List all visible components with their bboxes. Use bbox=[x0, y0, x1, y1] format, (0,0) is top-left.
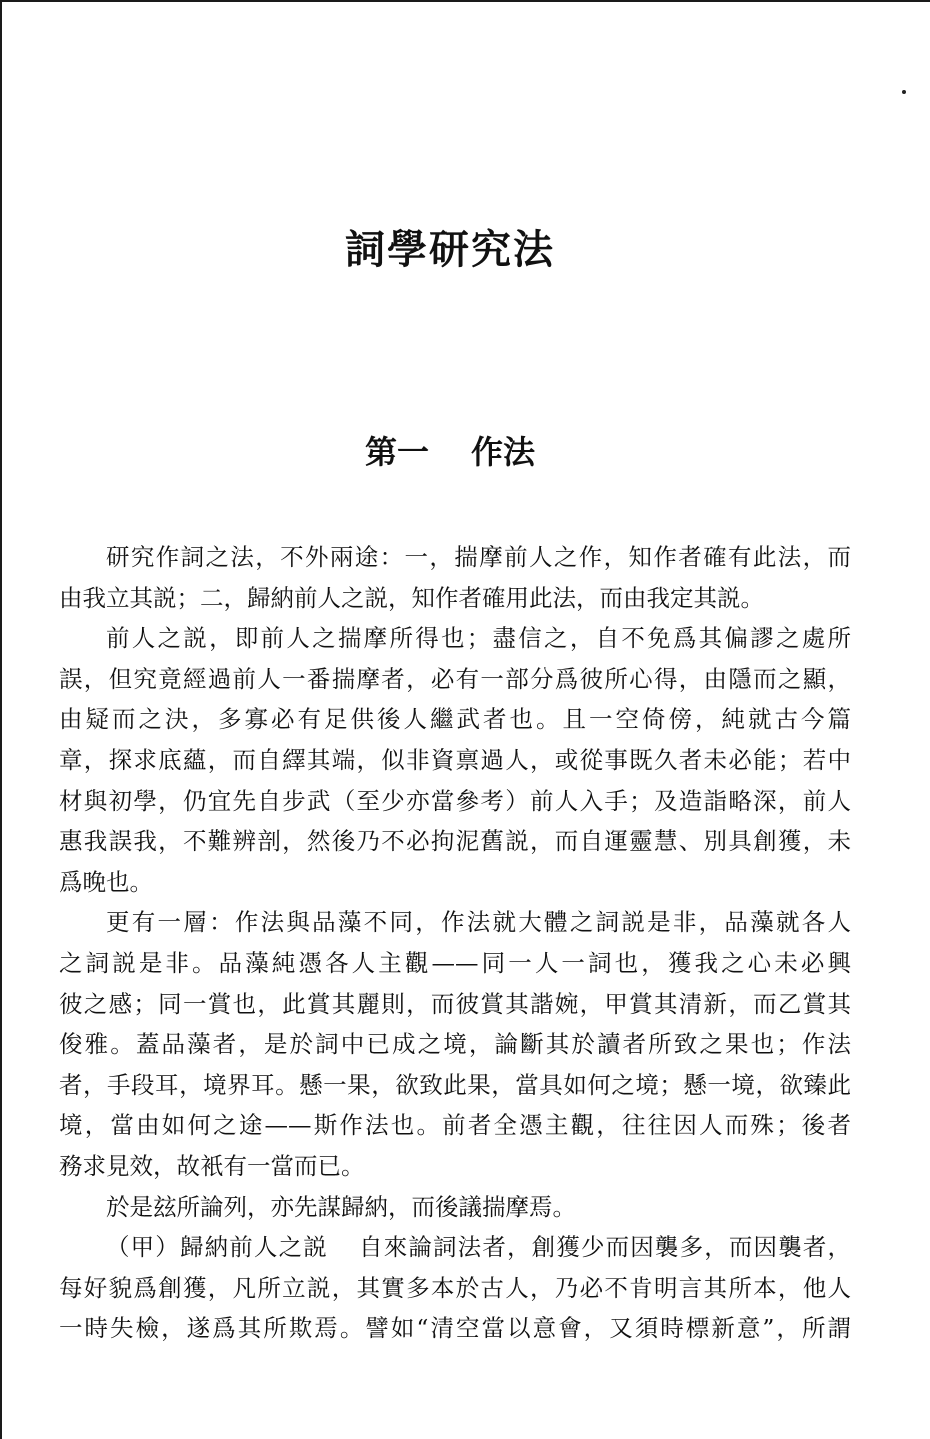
paragraph-line: 於是玆所論列，亦先謀歸納，而後議揣摩焉。 bbox=[106, 1192, 576, 1221]
paragraph-line: 誤，但究竟經過前人一番揣摩者，必有一部分爲彼所心得，由隱而之顯， bbox=[59, 664, 851, 693]
scan-edge-top bbox=[0, 0, 930, 2]
paragraph-line: 每好貌爲創獲，凡所立説，其實多本於古人，乃必不肯明言其所本，他人 bbox=[59, 1273, 851, 1302]
paragraph-line: 惠我誤我，不難辨剖，然後乃不必拘泥舊説，而自運靈慧、別具創獲，未 bbox=[59, 827, 851, 856]
paragraph-line: 由疑而之決，多寡必有足供後人繼武者也。且一空倚傍，純就古今篇 bbox=[59, 705, 851, 734]
paragraph-line: 更有一層：作法與品藻不同，作法就大體之詞説是非，品藻就各人 bbox=[106, 908, 851, 937]
paragraph-line-with-subheading bbox=[59, 1227, 851, 1268]
paragraph-line: 者，手段耳，境界耳。懸一果，欲致此果，當具如何之境；懸一境，欲臻此 bbox=[59, 1070, 851, 1099]
paragraph-line: 材與初學，仍宜先自步武（至少亦當參考）前人入手；及造詣略深，前人 bbox=[59, 786, 851, 815]
paragraph-text: 自來論詞法者，創獲少而因襲多，而因襲者， bbox=[357, 1233, 852, 1262]
paragraph-line: 俊雅。蓋品藻者，是於詞中已成之境，論斷其於讀者所致之果也；作法 bbox=[59, 1030, 851, 1059]
paragraph-line: 由我立其説；二，歸納前人之説，知作者確用此法，而由我定其説。 bbox=[59, 583, 764, 612]
subheading: （甲）歸納前人之説 bbox=[106, 1233, 328, 1262]
scan-edge-left bbox=[0, 0, 2, 1439]
paragraph-line: 章，探求底蘊，而自繹其端，似非資禀過人，或從事既久者未必能；若中 bbox=[59, 745, 851, 774]
paragraph-line: 一時失檢，遂爲其所欺焉。譬如“清空當以意會，又須時標新意”，所謂 bbox=[59, 1314, 851, 1343]
section-heading bbox=[0, 430, 900, 474]
paragraph-line: 境，當由如何之途——斯作法也。前者全憑主觀，往往因人而殊；後者 bbox=[59, 1111, 851, 1140]
paragraph-line: 前人之説，即前人之揣摩所得也；盡信之，自不免爲其偏謬之處所 bbox=[106, 624, 851, 653]
paragraph-line: 彼之感；同一賞也，此賞其麗則，而彼賞其諧婉，甲賞其清新，而乙賞其 bbox=[59, 989, 851, 1018]
paragraph-line: 研究作詞之法，不外兩途：一，揣摩前人之作，知作者確有此法，而 bbox=[106, 543, 851, 571]
paragraph-line: 務求見效，故衹有一當而已。 bbox=[59, 1151, 365, 1180]
paragraph-line: 之詞説是非。品藻純憑各人主觀——同一人一詞也，獲我之心未必興 bbox=[59, 948, 851, 977]
body-text bbox=[59, 537, 851, 1349]
section-name: 作法 bbox=[471, 433, 536, 471]
paragraph-line: 爲晚也。 bbox=[59, 867, 153, 896]
section-number: 第一 bbox=[364, 433, 429, 471]
chapter-title: 詞學研究法 bbox=[345, 226, 555, 273]
scan-speck bbox=[902, 90, 906, 94]
